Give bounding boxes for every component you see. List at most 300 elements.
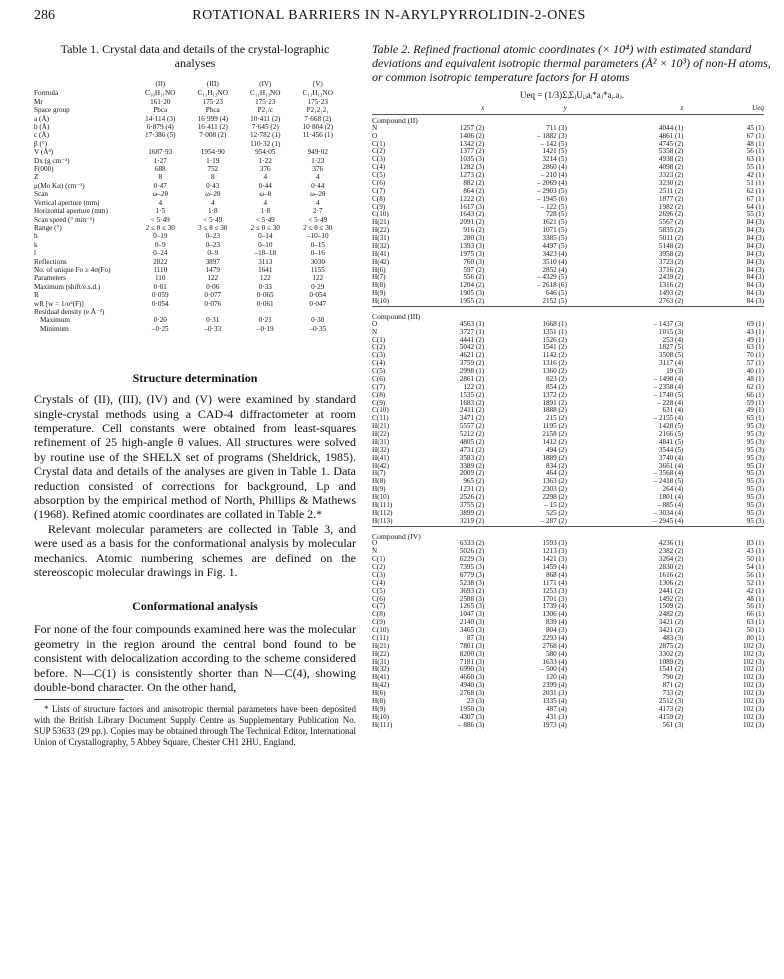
- atom-row: [372, 439, 764, 447]
- page-header: [34, 8, 744, 30]
- table1-cell: ω–2θ: [310, 190, 326, 199]
- atom-value: 3385 (5): [542, 234, 567, 242]
- table1-cell: C₁₁H₁₃NO: [302, 89, 333, 98]
- atom-value: 1633 (4): [542, 657, 567, 666]
- compound-header-row: [372, 306, 764, 320]
- atom-value: 1526 (2): [542, 335, 567, 344]
- atom-label: H(21): [372, 641, 390, 650]
- atom-value: 84 (3): [746, 257, 764, 266]
- atom-value: 2293 (4): [542, 633, 567, 642]
- atom-label: C(1): [372, 335, 386, 344]
- table1-row: [34, 224, 344, 232]
- atom-label: C(9): [372, 398, 386, 407]
- atom-value: 728 (5): [545, 210, 567, 219]
- atom-value: – 3034 (4): [653, 508, 684, 517]
- atom-value: 84 (3): [746, 241, 764, 250]
- table1-cell: 122: [312, 274, 324, 283]
- atom-value: 7181 (3): [459, 657, 485, 666]
- atom-row: [372, 227, 764, 235]
- atom-label: C(3): [372, 155, 386, 164]
- atom-value: 1617 (3): [459, 202, 485, 211]
- atom-row: [372, 352, 764, 360]
- atom-label: C(9): [372, 618, 386, 627]
- atom-value: 1668 (1): [542, 319, 567, 328]
- atom-value: 3421 (2): [658, 618, 684, 627]
- atom-value: – 1490 (4): [653, 374, 684, 383]
- atom-row: [372, 596, 764, 604]
- table1-cell: [239, 308, 292, 316]
- table1-cell: 0–24: [153, 249, 168, 258]
- atom-row: [372, 494, 764, 502]
- atom-row: [372, 407, 764, 415]
- atom-row: [372, 572, 764, 580]
- col-z: z: [567, 105, 684, 114]
- atom-label: O: [372, 319, 378, 328]
- table1-col-header: (II): [155, 80, 166, 88]
- atom-value: 1015 (3): [658, 327, 684, 336]
- table1-cell: 0·21: [258, 316, 272, 325]
- atom-value: 1195 (2): [542, 422, 567, 431]
- atom-value: 59 (1): [746, 398, 764, 407]
- table1-cell: 0·44: [311, 181, 325, 190]
- atom-value: 84 (3): [746, 297, 764, 305]
- atom-label: H(7): [372, 273, 386, 282]
- atom-value: 483 (3): [662, 633, 684, 642]
- table1-cell: 1·8: [207, 207, 218, 216]
- table1-cell: 0·076: [204, 299, 222, 308]
- atom-value: 95 (3): [746, 516, 764, 525]
- atom-row: [372, 588, 764, 596]
- table1-cell: < 5·49: [255, 215, 275, 224]
- atom-value: 790 (2): [662, 673, 684, 682]
- atom-value: 4236 (1): [658, 539, 684, 548]
- atom-value: 2439 (2): [658, 273, 684, 282]
- atom-value: 3661 (4): [658, 461, 684, 470]
- atom-value: 3302 (2): [658, 649, 684, 658]
- atom-value: 3510 (4): [542, 257, 567, 266]
- atom-row: [372, 274, 764, 282]
- atom-value: 834 (2): [545, 461, 567, 470]
- table1-row: [34, 148, 344, 156]
- table1-row-label: a (Å): [34, 114, 49, 123]
- table1-row-label: V (Å³): [34, 148, 53, 157]
- table1-cell: P2₁2₁2₁: [306, 106, 329, 115]
- table1-cell: 12·782 (1): [249, 131, 281, 140]
- table1-cell: 1954·90: [200, 148, 225, 157]
- atom-value: 1071 (5): [542, 226, 567, 235]
- atom-value: 1889 (2): [542, 453, 567, 462]
- atom-value: 43 (1): [746, 327, 764, 336]
- atom-value: 7801 (3): [459, 641, 485, 650]
- atom-value: 1616 (2): [658, 570, 684, 579]
- atom-row: [372, 172, 764, 180]
- atom-value: 4441 (2): [459, 335, 485, 344]
- atom-label: H(10): [372, 493, 390, 501]
- atom-value: 280 (3): [463, 234, 485, 242]
- table1-caption: Table 1. Crystal data and details of the crystal-lographic analyses: [60, 42, 330, 70]
- table1-row-label: wR [w = 1/σ²(F)]: [34, 299, 84, 308]
- atom-row: [372, 556, 764, 564]
- atom-value: 1827 (5): [658, 343, 684, 352]
- table1-row-label: Horizontal aperture (mm): [34, 207, 108, 216]
- atom-label: C(10): [372, 406, 389, 415]
- atom-value: 1535 (2): [459, 390, 485, 399]
- table1-cell: 6·879 (4): [146, 123, 174, 132]
- atom-label: C(4): [372, 359, 386, 368]
- table1-col-header: (V): [312, 80, 323, 88]
- atom-value: 42 (1): [746, 171, 764, 179]
- atom-value: 84 (3): [746, 226, 764, 235]
- table1-cell: 161·20: [150, 97, 171, 106]
- table1: [34, 80, 344, 333]
- atom-value: 120 (4): [545, 673, 567, 682]
- atom-value: 4940 (3): [459, 681, 485, 690]
- atom-value: 48 (1): [746, 594, 764, 603]
- ueq-formula: Ueq = (1/3)ΣᵢΣⱼUᵢⱼaᵢ*aⱼ*aᵢ.aⱼ.: [520, 90, 624, 100]
- atom-value: 1231 (2): [459, 485, 485, 494]
- table1-row-label: Z: [34, 173, 39, 182]
- atom-value: 2091 (2): [459, 218, 485, 227]
- atom-row: [372, 141, 764, 149]
- atom-row: [372, 603, 764, 611]
- atom-value: 4938 (2): [658, 155, 684, 164]
- table1-row-label: Mr: [34, 97, 43, 106]
- atom-value: 1265 (3): [459, 602, 485, 611]
- atom-value: 4731 (2): [459, 445, 485, 454]
- table1-row-label: Vertical aperture (mm): [34, 198, 100, 207]
- atom-value: 80 (1): [746, 633, 764, 642]
- atom-row: [372, 148, 764, 156]
- table1-cell: –10–10: [306, 232, 329, 241]
- atom-value: 45 (1): [746, 123, 764, 132]
- table1-cell: 1·22: [258, 156, 272, 165]
- atom-value: 51 (1): [746, 178, 764, 187]
- atom-value: 84 (3): [746, 273, 764, 282]
- atom-value: – 2155 (4): [653, 414, 684, 423]
- atom-label: C(5): [372, 367, 386, 375]
- atom-value: 561 (3): [662, 720, 684, 729]
- atom-value: 1306 (4): [542, 610, 567, 619]
- atom-value: 854 (2): [545, 382, 567, 391]
- table1-cell: –0·33: [204, 324, 222, 333]
- table1-cell: 2 ≤ θ ≤ 30: [250, 223, 280, 232]
- table1-cell: 0–19: [153, 232, 168, 241]
- atom-value: 6333 (2): [459, 539, 485, 548]
- table1-cell: 4: [158, 198, 163, 207]
- table1-cell: 1·27: [153, 156, 167, 165]
- table1-row-label: l: [34, 249, 36, 258]
- atom-value: 868 (4): [545, 570, 567, 579]
- atom-value: 1541 (2): [542, 343, 567, 352]
- atom-value: 4497 (5): [542, 241, 567, 250]
- atom-label: H(113): [372, 516, 393, 525]
- atom-value: 63 (1): [746, 155, 764, 164]
- table1-cell: 0·061: [256, 299, 274, 308]
- table1-cell: [134, 308, 187, 316]
- atom-value: 264 (4): [662, 485, 684, 494]
- atom-value: 3740 (4): [658, 453, 684, 462]
- atom-value: 1509 (2): [658, 602, 684, 611]
- atom-value: 1701 (3): [542, 594, 567, 603]
- table1-cell: 0–10: [258, 240, 273, 249]
- table1-cell: 0·31: [206, 316, 220, 325]
- atom-label: H(41): [372, 249, 390, 258]
- atom-row: [372, 267, 764, 275]
- atom-label: C(7): [372, 382, 386, 391]
- atom-row: [372, 344, 764, 352]
- atom-value: 65 (1): [746, 414, 764, 423]
- atom-value: 2768 (4): [542, 641, 567, 650]
- table2: [372, 105, 764, 729]
- atom-value: 84 (3): [746, 249, 764, 258]
- table1-cell: 376: [312, 165, 324, 174]
- table1-row: [34, 207, 344, 215]
- structure-paragraph-2: Relevant molecular parameters are collected in Table 3, and were used as a basis for the conformational analysis by molecular mechanics. Atomic numbering schemes are defined on the stereoscopic molecular drawings in Fig. 1.: [34, 521, 356, 580]
- atom-value: 3117 (4): [659, 359, 684, 368]
- atom-value: 66 (1): [746, 390, 764, 399]
- atom-value: 4044 (1): [658, 123, 684, 132]
- atom-value: 5011 (2): [659, 234, 684, 242]
- compound-header-row: [372, 526, 764, 540]
- atom-value: 4173 (2): [658, 704, 684, 713]
- atom-value: 4621 (2): [459, 351, 485, 360]
- atom-value: 494 (2): [545, 445, 567, 454]
- table1-cell: Pbca: [205, 106, 220, 115]
- atom-label: C(8): [372, 390, 386, 399]
- table1-cell: 122: [207, 274, 219, 283]
- table1-row: [34, 316, 344, 324]
- atom-label: C(6): [372, 594, 386, 603]
- atom-row: [372, 196, 764, 204]
- atom-label: H(10): [372, 297, 390, 305]
- atom-label: C(9): [372, 202, 386, 211]
- atom-value: 2158 (2): [542, 430, 567, 438]
- atom-value: 50 (1): [746, 555, 764, 564]
- table1-row-label: h: [34, 232, 38, 241]
- atom-value: 95 (3): [746, 430, 764, 438]
- atom-label: C(11): [372, 633, 389, 642]
- atom-value: 52 (1): [746, 578, 764, 587]
- atom-value: 3583 (2): [459, 453, 485, 462]
- table1-cell: ω–2θ: [205, 190, 221, 199]
- atom-row: [372, 651, 764, 659]
- atom-value: 95 (3): [746, 422, 764, 431]
- atom-row: [372, 627, 764, 635]
- table1-cell: 0–15: [310, 240, 325, 249]
- atom-label: H(32): [372, 445, 390, 454]
- table1-row: [34, 308, 344, 316]
- atom-label: H(6): [372, 265, 386, 274]
- atom-value: 83 (1): [746, 539, 764, 548]
- atom-value: 57 (1): [746, 359, 764, 368]
- atom-value: 1406 (2): [459, 131, 485, 140]
- atom-value: 2998 (1): [459, 367, 485, 375]
- table1-row: [34, 106, 344, 114]
- atom-value: 1306 (2): [658, 578, 684, 587]
- table1-row-label: c (Å): [34, 131, 49, 140]
- atom-row: [372, 580, 764, 588]
- atom-value: 54 (1): [746, 563, 764, 571]
- atom-label: H(22): [372, 226, 390, 235]
- atom-value: 48 (1): [746, 139, 764, 148]
- table1-cell: 0·30: [311, 316, 325, 325]
- atom-value: 3421 (2): [658, 626, 684, 634]
- table1-cell: [187, 140, 240, 148]
- atom-value: 3230 (2): [658, 178, 684, 187]
- table1-cell: P2₁/c: [257, 106, 273, 115]
- atom-value: 1372 (2): [542, 390, 567, 399]
- table1-row-label: F(000): [34, 165, 54, 174]
- atom-row: [372, 259, 764, 267]
- table1-row: [34, 283, 344, 291]
- atom-value: 102 (3): [743, 657, 764, 666]
- atom-value: 4307 (3): [459, 712, 485, 721]
- atom-value: 1171 (4): [542, 578, 567, 587]
- atom-row: [372, 635, 764, 643]
- atom-value: 1316 (2): [542, 359, 567, 368]
- atom-value: 2763 (2): [658, 297, 684, 305]
- atom-value: – 4329 (5): [536, 273, 567, 282]
- atom-row: [372, 290, 764, 298]
- table1-cell: [134, 140, 187, 148]
- table1-cell: [187, 308, 240, 316]
- atom-value: 2830 (2): [658, 563, 684, 571]
- atom-value: 1342 (2): [459, 139, 485, 148]
- table1-row: [34, 325, 344, 333]
- atom-value: 2031 (3): [542, 689, 567, 697]
- atom-label: C(11): [372, 414, 389, 423]
- atom-label: H(6): [372, 689, 386, 697]
- atom-label: H(21): [372, 218, 390, 227]
- atom-value: 2482 (2): [658, 610, 684, 619]
- atom-value: 5148 (2): [658, 241, 684, 250]
- atom-label: H(111): [372, 720, 393, 729]
- table1-cell: 175·23: [202, 97, 223, 106]
- atom-value: 55 (1): [746, 210, 764, 219]
- table1-cell: 14·114 (3): [145, 114, 176, 123]
- atom-value: 2511 (2): [659, 186, 684, 195]
- atom-value: 6990 (3): [459, 665, 485, 674]
- atom-value: 2152 (5): [542, 297, 567, 305]
- atom-label: H(31): [372, 657, 390, 666]
- atom-row: [372, 235, 764, 243]
- atom-value: 839 (4): [545, 618, 567, 627]
- atom-label: H(32): [372, 241, 390, 250]
- atom-value: – 2358 (4): [653, 382, 684, 391]
- atom-label: H(8): [372, 477, 386, 486]
- table1-cell: 3113: [258, 257, 273, 266]
- atom-label: O: [372, 131, 378, 140]
- table1-cell: < 5·49: [203, 215, 223, 224]
- atom-value: 3723 (2): [658, 257, 684, 266]
- atom-value: 2696 (2): [658, 210, 684, 219]
- atom-value: 2411 (2): [459, 406, 485, 415]
- table1-row: [34, 98, 344, 106]
- atom-value: 6229 (3): [459, 555, 485, 564]
- atom-value: 882 (2): [463, 178, 485, 187]
- table1-cell: 0–23: [205, 232, 220, 241]
- table1-cell: 4: [315, 173, 320, 182]
- atom-label: H(31): [372, 437, 390, 446]
- atom-value: 3693 (2): [459, 586, 485, 595]
- atom-value: 215 (2): [545, 414, 567, 423]
- atom-row: [372, 125, 764, 133]
- atom-value: 3389 (2): [459, 461, 485, 470]
- atom-label: N: [372, 327, 378, 336]
- atom-value: 84 (3): [746, 289, 764, 298]
- table1-cell: 3 ≤ θ ≤ 30: [198, 223, 228, 232]
- atom-value: 3958 (2): [658, 249, 684, 258]
- atom-value: 67 (1): [746, 131, 764, 140]
- atom-value: 87 (3): [466, 633, 485, 642]
- table1-row-label: Maximum (shift/e.s.d.): [34, 282, 101, 291]
- atom-value: – 885 (4): [657, 500, 684, 509]
- table1-cell: 954·05: [255, 148, 276, 157]
- atom-value: – 1740 (5): [653, 390, 684, 399]
- table1-row: [34, 157, 344, 165]
- atom-value: 5358 (2): [658, 147, 684, 156]
- atom-row: [372, 698, 764, 706]
- atom-row: [372, 156, 764, 164]
- compound-header-row: [372, 114, 764, 124]
- atom-value: 62 (1): [746, 382, 764, 391]
- atom-label: H(21): [372, 422, 390, 431]
- atom-value: 3544 (5): [658, 445, 684, 454]
- atom-value: 2441 (2): [658, 586, 684, 595]
- table1-cell: C₁₁H₁₃NO: [250, 89, 281, 98]
- atom-label: C(8): [372, 610, 386, 619]
- table1-row: [34, 199, 344, 207]
- table1-row-label: Space group: [34, 106, 70, 115]
- table1-cell: ω–θ: [259, 190, 272, 199]
- table2-header-row: [372, 105, 764, 114]
- table1-cell: 110·32 (1): [250, 139, 281, 148]
- atom-value: 70 (1): [746, 351, 764, 360]
- col-ueq: Ueq: [683, 105, 764, 114]
- atom-label: C(1): [372, 555, 386, 564]
- right-column: [372, 42, 772, 729]
- table1-cell: 0–14: [258, 232, 273, 241]
- atom-value: 50 (1): [746, 626, 764, 634]
- atom-value: 84 (3): [746, 234, 764, 242]
- atom-label: H(7): [372, 469, 386, 478]
- atom-value: 84 (3): [746, 265, 764, 274]
- atom-value: 1393 (3): [459, 241, 485, 250]
- atom-value: 1142 (2): [542, 351, 567, 360]
- atom-label: N: [372, 547, 378, 556]
- table1-cell: 0·29: [311, 282, 325, 291]
- table1-cell: C₁₀H₁₁NO: [145, 89, 176, 98]
- atom-value: 95 (3): [746, 469, 764, 478]
- atom-value: 95 (3): [746, 437, 764, 446]
- atom-value: 804 (3): [545, 626, 567, 634]
- atom-row: [372, 188, 764, 196]
- atom-value: 464 (2): [545, 469, 567, 478]
- table1-cell: 1110: [153, 265, 168, 274]
- atom-value: 62 (1): [746, 186, 764, 195]
- atom-value: 2140 (3): [459, 618, 485, 627]
- atom-value: 1955 (2): [459, 297, 485, 305]
- atom-value: 487 (4): [545, 704, 567, 713]
- atom-label: H(112): [372, 508, 393, 517]
- table1-row: [34, 258, 344, 266]
- atom-label: C(3): [372, 570, 386, 579]
- table1-cell: –0·35: [309, 324, 327, 333]
- atom-value: 1493 (2): [658, 289, 684, 298]
- atom-value: – 1945 (6): [536, 194, 567, 203]
- table1-row: [34, 140, 344, 148]
- atom-value: 2768 (3): [459, 689, 485, 697]
